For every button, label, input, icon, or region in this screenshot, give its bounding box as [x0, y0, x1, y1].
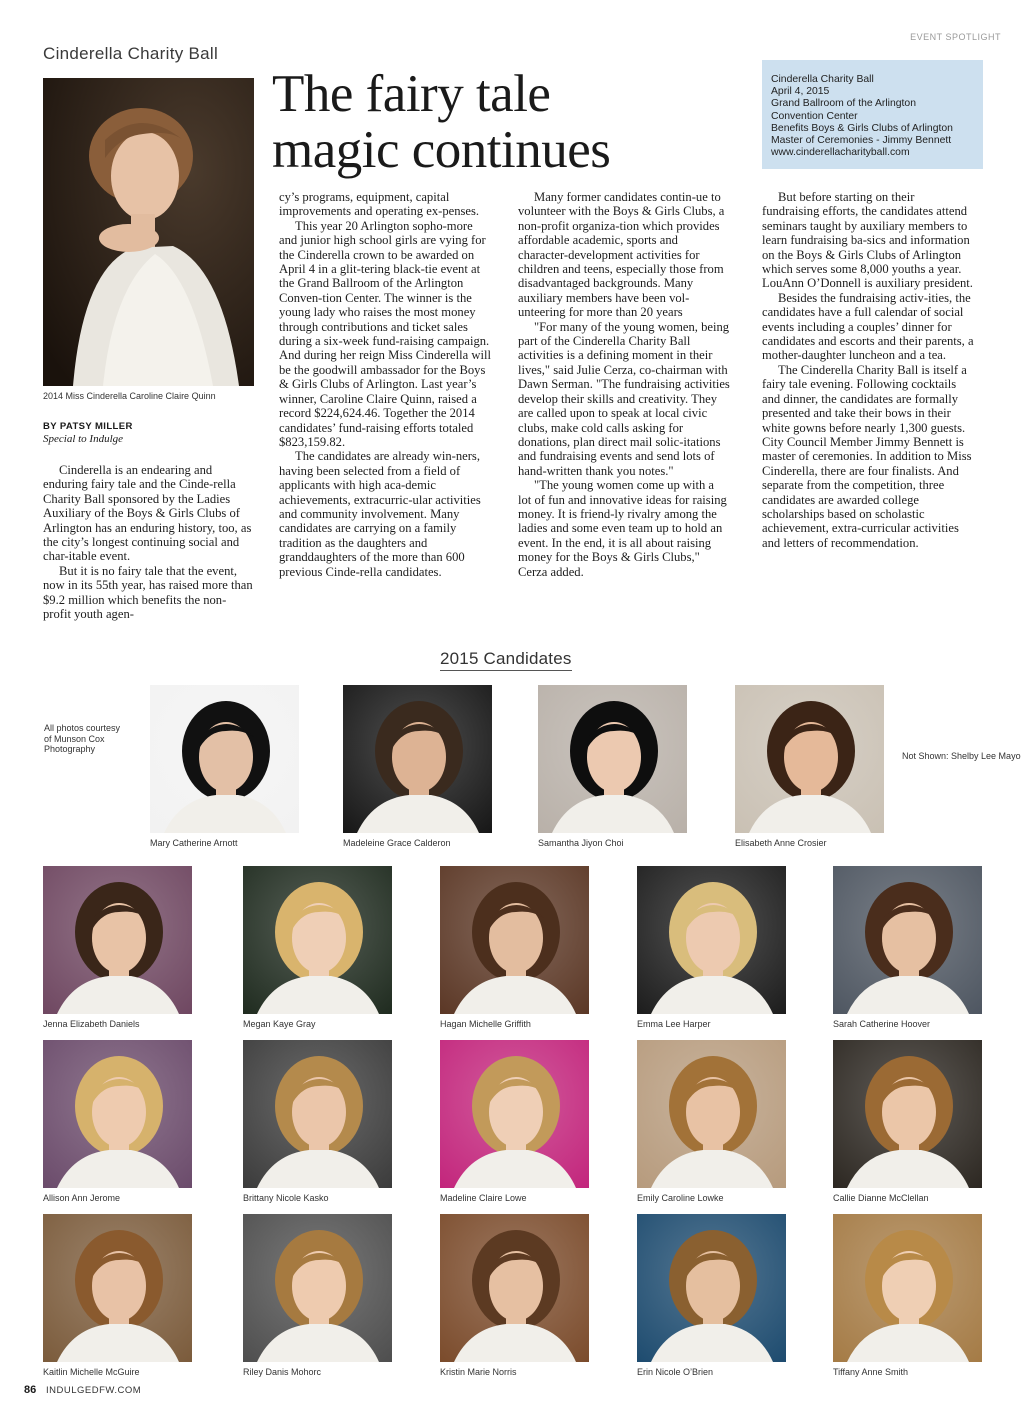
candidate-photo	[735, 685, 884, 833]
candidate-name: Callie Dianne McClellan	[833, 1193, 929, 1203]
paragraph: cy’s programs, equipment, capital improvements and operating ex-penses.	[279, 190, 480, 219]
paragraph: But it is no fairy tale that the event, now in its 55th year, has raised more than $9.2 million which benefits the non-profit youth agen-	[43, 563, 253, 622]
candidate-name: Elisabeth Anne Crosier	[735, 838, 827, 848]
candidate-name: Megan Kaye Gray	[243, 1019, 316, 1029]
candidate-photo	[243, 1214, 392, 1362]
candidate-name: Tiffany Anne Smith	[833, 1367, 909, 1377]
candidate-name: Emily Caroline Lowke	[637, 1193, 724, 1203]
candidate-name: Samantha Jiyon Choi	[538, 838, 624, 848]
candidate-photo	[343, 685, 492, 833]
candidate-name: Sarah Catherine Hoover	[833, 1019, 931, 1029]
candidate-photo	[440, 1214, 589, 1362]
event-info-box	[762, 60, 983, 169]
candidate-photo	[43, 866, 192, 1014]
paragraph: The candidates are already win-ners, having been selected from a field of applicants with high aca-demic achievements, extracurric-ular activities and community involvement. Many candidates are carrying on a family tradition as the daughters and granddaughters of the more than 600 previous Cinde-rella candidates.	[279, 449, 481, 579]
candidate-name: Erin Nicole O’Brien	[637, 1367, 714, 1377]
paragraph: The Cinderella Charity Ball is itself a fairy tale evening. Following cocktails and dinner, the candidates are formally presented and take their bows in their white gowns before nearly 1,300 guests. City Council Member Jimmy Bennett is master of ceremonies. In addition to Miss Cinderella, there are four finalists. And separate from the competition, three candidates are awarded college scholarships based on scholastic achievement, extra-curricular activities and letters of recommendation.	[762, 362, 972, 550]
paragraph: Cinderella is an endearing and enduring fairy tale and the Cinde-rella Charity Ball sponsored by the Ladies Auxiliary of the Boys & Girls Clubs of Arlington has an enduring history, too, as the city’s longest continuing social and char-itable event.	[43, 463, 252, 564]
candidate-name: Emma Lee Harper	[637, 1019, 711, 1029]
candidate-photo	[833, 1040, 982, 1188]
footer-site: INDULGEDFW.COM	[46, 1385, 142, 1396]
candidate-photo	[440, 866, 589, 1014]
candidate-name: Madeleine Grace Calderon	[343, 838, 451, 848]
info-link[interactable]: www.cinderellacharityball.com	[771, 147, 910, 159]
byline-author: BY PATSY MILLER	[43, 421, 133, 432]
page-number: 86	[24, 1384, 37, 1396]
photo-credit: All photos courtesy of Munson Cox Photography	[44, 723, 121, 754]
candidate-photo	[440, 1040, 589, 1188]
hero-caption: 2014 Miss Cinderella Caroline Claire Quinn	[43, 391, 216, 401]
candidate-photo	[637, 1040, 786, 1188]
candidate-photo	[538, 685, 687, 833]
candidate-photo	[150, 685, 299, 833]
info-line: April 4, 2015	[771, 86, 830, 98]
paragraph: Besides the fundraising activ-ities, the candidates have a full calendar of social events including a couples’ dinner for candidates and escorts and their parents, a mother-daughter luncheon and a tea.	[762, 290, 974, 363]
candidate-photo	[833, 1214, 982, 1362]
info-line: Cinderella Charity Ball	[771, 74, 874, 85]
candidate-name: Kaitlin Michelle McGuire	[43, 1367, 140, 1377]
section-title: Cinderella Charity Ball	[43, 44, 219, 63]
candidates-title: 2015 Candidates	[440, 649, 572, 671]
candidate-photo	[243, 1040, 392, 1188]
candidate-photo	[43, 1214, 192, 1362]
candidate-name: Allison Ann Jerome	[43, 1193, 121, 1203]
paragraph: Many former candidates contin-ue to volunteer with the Boys & Girls Clubs, a non-profit organiza-tion which provides affordable academic, sports and character-development activities for children and teens, especially those from disadvantaged backgrounds. Many auxiliary members have been vol-unteering for more than 20 years	[518, 190, 725, 320]
candidate-name: Mary Catherine Arnott	[150, 838, 238, 848]
candidate-photo	[637, 1214, 786, 1362]
hero-photo	[43, 78, 254, 386]
candidate-name: Brittany Nicole Kasko	[243, 1193, 329, 1203]
paragraph: But before starting on their fundraising efforts, the candidates attend seminars taught by auxiliary members to learn fundraising ba-sics and information on the Boys & Girls Clubs of Arlington which serves some 8,000 youths a year. LouAnn O’Donnell is auxiliary president.	[762, 190, 973, 291]
article-column-2	[279, 190, 491, 579]
candidate-name: Hagan Michelle Griffith	[440, 1019, 531, 1029]
candidate-name: Riley Danis Mohorc	[243, 1367, 322, 1377]
article-column-3	[518, 190, 730, 579]
section-label: EVENT SPOTLIGHT	[910, 32, 1001, 42]
candidate-name: Jenna Elizabeth Daniels	[43, 1019, 140, 1029]
article-column-1	[43, 463, 254, 621]
candidate-photo	[833, 866, 982, 1014]
paragraph: This year 20 Arlington sopho-more and junior high school girls are vying for the Cinderella crown to be awarded on April 4 in a glit-tering black-tie event at the Grand Ballroom of the Arlington Conven-tion Center. The winner is the young lady who raises the most money through contributions and ticket sales during a six-week fund-raising campaign. And during her reign Miss Cinderella will be the goodwill ambassador for the Boys & Girls Clubs of Arlington. Last year’s winner, Caroline Claire Quinn, raised a record $224,624.46. Together the 2014 candidates’ fund-raising efforts totaled $823,159.82.	[279, 218, 491, 449]
candidate-photo	[637, 866, 786, 1014]
headline-line-1: The fairy tale	[272, 65, 551, 123]
headline-line-2: magic continues	[272, 121, 611, 179]
paragraph: "For many of the young women, being part of the Cinderella Charity Ball activities is a defining moment in their lives," said Julie Cerza, co-chairman with Dawn Serman. "The fundraising activities develop their skills and creativity. They are called upon to speak at local civic clubs, make cold calls asking for donations, plan direct mail solic-itations and fundraising events and send lots of hand-written thank you notes."	[518, 319, 730, 478]
not-shown-note: Not Shown: Shelby Lee Mayo	[902, 751, 1021, 761]
article-column-4	[762, 190, 974, 550]
info-line: Convention Center	[771, 110, 858, 122]
candidate-photo	[243, 866, 392, 1014]
byline-source: Special to Indulge	[43, 433, 124, 445]
info-line: Grand Ballroom of the Arlington	[771, 98, 916, 110]
candidate-name: Kristin Marie Norris	[440, 1367, 517, 1377]
candidate-photo	[43, 1040, 192, 1188]
candidate-name: Madeline Claire Lowe	[440, 1193, 527, 1203]
paragraph: "The young women come up with a lot of fun and innovative ideas for raising money. It is friend-ly rivalry among the ladies and some even team up to hold an event. In the end, it is all about raising money for the Boys & Girls Clubs," Cerza added.	[518, 478, 727, 579]
info-line: Benefits Boys & Girls Clubs of Arlington	[771, 122, 953, 134]
headline	[272, 66, 742, 178]
info-line: Master of Ceremonies - Jimmy Bennett	[771, 135, 952, 147]
